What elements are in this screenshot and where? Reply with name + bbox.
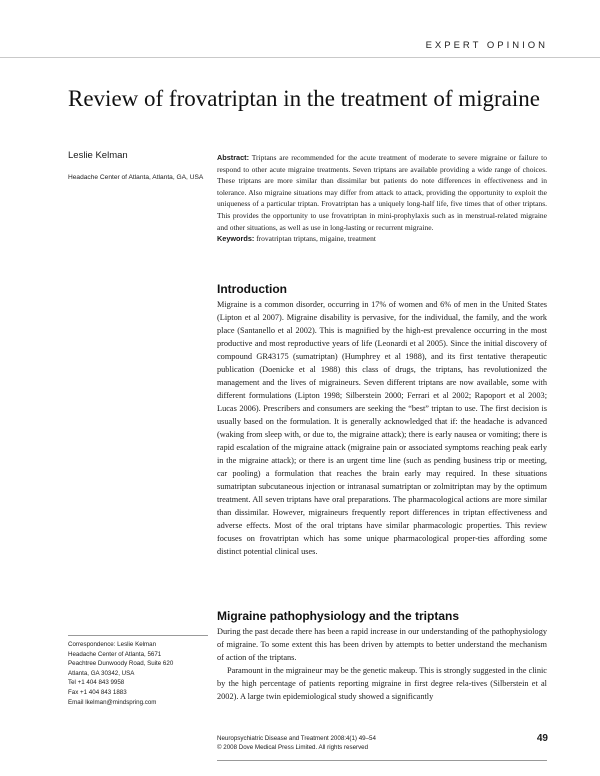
- correspondence-email[interactable]: Email lkelman@mindspring.com: [68, 698, 157, 706]
- correspondence-rule: [68, 635, 208, 636]
- abstract-label: Abstract:: [217, 153, 250, 162]
- pathophysiology-paragraph-2: Paramount in the migraineur may be the genetic makeup. This is strongly suggested in the clinic by the high percentage of patients reporting migraine in first degree rela-tives (Silberstein et al 2002). A large twin epidemiological study showed a significantly: [217, 666, 547, 701]
- abstract: [217, 152, 547, 233]
- abstract-text: Triptans are recommended for the acute treatment of moderate to severe migraine or failure to respond to other acute migraine treatments. Seven triptans are available providing a wide range of choices. These triptans are more similar than dissimilar but patients do note differences in effectiveness and in tolerance. Also migraine situations may differ from attack to attack, providing the opportunity to exploit the uniqueness of a particular triptan. Frovatriptan has a uniquely long-half life, five times that of other triptans. This provides the opportunity to use frovatriptan in mini-prophylaxis such as in menstrual-related migraine and other situations, as well as use in long-lasting or recurrent migraine.: [217, 153, 547, 232]
- correspondence-line: Peachtree Dunwoody Road, Suite 620: [68, 660, 174, 668]
- introduction-heading: Introduction: [217, 282, 287, 296]
- header-rule: [0, 57, 600, 58]
- author-block: [68, 150, 208, 183]
- pathophysiology-heading: Migraine pathophysiology and the triptans: [217, 609, 460, 623]
- keywords-label: Keywords:: [217, 234, 255, 244]
- author-name: Leslie Kelman: [68, 150, 128, 161]
- page-footer: [217, 734, 477, 753]
- keywords-text: frovatriptan triptans, migaine, treatment: [254, 234, 376, 244]
- correspondence-line: Headache Center of Atlanta, 5671: [68, 650, 162, 658]
- journal-citation: Neuropsychiatric Disease and Treatment 2008:4(1) 49–54: [217, 735, 376, 742]
- page-number: 49: [536, 733, 548, 744]
- section-label: EXPERT OPINION: [425, 40, 548, 51]
- correspondence-line: Correspondence: Leslie Kelman: [68, 641, 157, 648]
- article-title: Review of frovatriptan in the treatment of migraine: [68, 86, 540, 111]
- keywords: [217, 233, 547, 245]
- author-affiliation: Headache Center of Atlanta, Atlanta, GA, USA: [68, 174, 204, 181]
- abstract-block: [217, 152, 547, 245]
- correspondence-line: Tel +1 404 843 9958: [68, 679, 125, 687]
- correspondence-block: [68, 640, 218, 707]
- copyright-notice: © 2008 Dove Medical Press Limited. All rights reserved: [217, 744, 369, 752]
- correspondence-line: Fax +1 404 843 1883: [68, 688, 127, 696]
- correspondence-line: Atlanta, GA 30342, USA: [68, 669, 135, 677]
- pathophysiology-text: [217, 625, 547, 703]
- introduction-text: Migraine is a common disorder, occurring in 17% of women and 6% of men in the United States (Lipton et al 2007). Migraine disability is pervasive, for the individual, the family, and the work place (Santanello et al 2002). This is magnified by the high-est prevalence occurring in the most productive and most reproductive years of life (Leonardi et al 2005). Since the initial discovery of compound GR43175 (sumatriptan) (Humphrey et al 1988), and its first tentative therapeutic publication (Doenicke et al 1988) this class of drugs, the triptans, has revolutionized the management and the lives of migraineurs. Seven different triptans are now available, some with different formulations (Lipton 1998; Silberstein 2000; Ferrari et al 2002; Rapoport et al 2003; Lucas 2006). Prescribers and consumers are seeking the “best” triptan to use. The first decision is usually based on the formulation. It is generally acknowledged that if: the headache is advanced (waking from sleep with, or due to, the migraine attack); there is early nausea or vomiting; there is rapid escalation of the migraine attack (migraine pain or associated symptoms reaching peak early in the migraine attack); or there is an urgent time line (such as pending business trip or meeting, car pooling) a formulation that reaches the brain early may required. In these situations sumatriptan subcutaneous injection or intranasal sumatriptan or zolmitriptan may by the optimum treatment. All seven triptans have oral preparations. The pharmacological actions are more similar than dissimilar. However, migraineurs frequently report differences in triptan effectiveness and adverse effects. Most of the oral triptans have similar pharmacologic properties. This review focuses on frovatriptan which has some unique pharmacological proper-ties affording some distinct potential clinical uses.: [217, 300, 547, 556]
- pathophysiology-paragraph-1: During the past decade there has been a rapid increase in our understanding of the pathophysiology of migraine. To some extent this has been driven by attempts to better understand the mechanism of action of the triptans.: [217, 627, 547, 662]
- footer-rule: [217, 760, 547, 761]
